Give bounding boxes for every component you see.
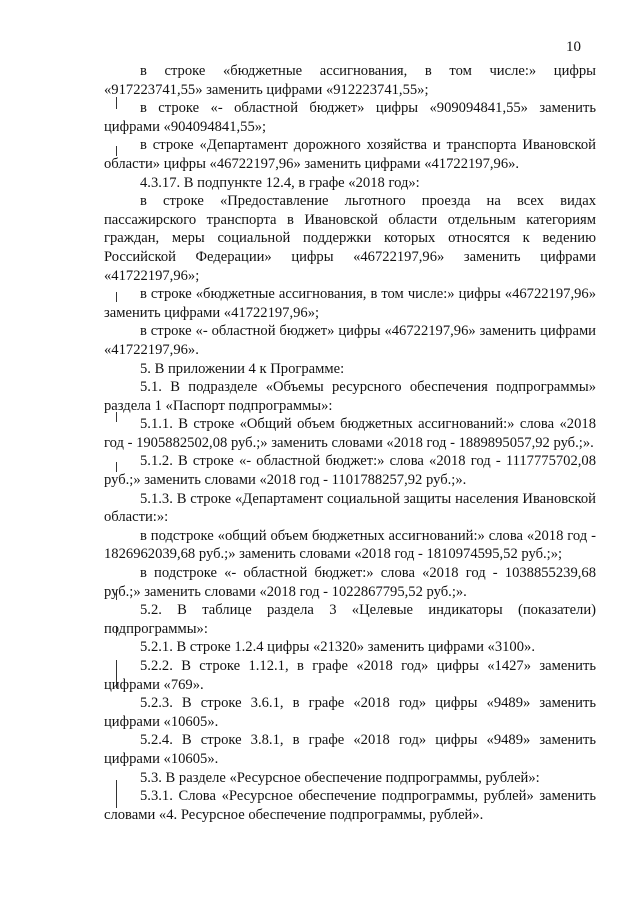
paragraph: 5.2.1. В строке 1.2.4 цифры «21320» заменить цифрами «3100». <box>140 639 535 656</box>
paragraph: в строке «бюджетные ассигнования, в том числе:» цифры «46722197,96» заменить цифрами «41722197,96»; <box>104 286 596 321</box>
paragraph: в строке «Предоставление льготного проезда на всех видах пассажирского транспорта в Ивановской области отдельным категориям граждан, меры социальной поддержки которых относятся к ведению Российской Федерации» цифры «46722197,96» заменить цифрами «41722197,96»; <box>104 193 596 284</box>
paragraph: 5.2. В таблице раздела 3 «Целевые индикаторы (показатели) подпрограммы»: <box>104 602 596 637</box>
paragraph: 5. В приложении 4 к Программе: <box>140 360 345 377</box>
paragraph: в строке «- областной бюджет» цифры «909094841,55» заменить цифрами «904094841,55»; <box>104 100 596 135</box>
paragraph: 4.3.17. В подпункте 12.4, в графе «2018 год»: <box>140 174 420 191</box>
paragraph: 5.2.2. В строке 1.12.1, в графе «2018 год» цифры «1427» заменить цифрами «769». <box>104 658 596 693</box>
paragraph: 5.1. В подразделе «Объемы ресурсного обеспечения подпрограммы» раздела 1 «Паспорт подпрограммы»: <box>104 379 596 414</box>
paragraph: в строке «Департамент дорожного хозяйства и транспорта Ивановской области» цифры «46722197,96» заменить цифрами «41722197,96». <box>104 137 596 172</box>
paragraph: 5.3. В разделе «Ресурсное обеспечение подпрограммы, рублей»: <box>140 769 540 786</box>
paragraph: 5.3.1. Слова «Ресурсное обеспечение подпрограммы, рублей» заменить словами «4. Ресурсное обеспечение подпрограммы, рублей». <box>104 788 596 823</box>
paragraph: 5.1.1. В строке «Общий объем бюджетных ассигнований:» слова «2018 год - 1905882502,08 руб.;» заменить словами «2018 год - 1889895057,92 руб.;». <box>104 416 596 451</box>
paragraph: в подстроке «общий объем бюджетных ассигнований:» слова «2018 год - 1826962039,68 руб.;» заменить словами «2018 год - 1810974595,52 руб.;»; <box>104 527 596 563</box>
paragraph: 5.2.3. В строке 3.6.1, в графе «2018 год» цифры «9489» заменить цифрами «10605». <box>104 695 596 730</box>
paragraph: в строке «- областной бюджет» цифры «46722197,96» заменить цифрами «41722197,96». <box>104 323 596 358</box>
paragraph: 5.1.2. В строке «- областной бюджет:» слова «2018 год - 1117775702,08 руб.;» заменить словами «2018 год - 1101788257,92 руб.;». <box>104 453 596 489</box>
page-number: 10 <box>566 39 581 55</box>
paragraph: в подстроке «- областной бюджет:» слова «2018 год - 1038855239,68 руб.;» заменить словами «2018 год - 1022867795,52 руб.;». <box>104 565 596 600</box>
paragraph: в строке «бюджетные ассигнования, в том числе:» цифры «917223741,55» заменить цифрами «912223741,55»; <box>104 63 596 98</box>
document-body <box>104 62 596 824</box>
paragraph: 5.1.3. В строке «Департамент социальной защиты населения Ивановской области:»: <box>104 490 596 526</box>
paragraph: 5.2.4. В строке 3.8.1, в графе «2018 год» цифры «9489» заменить цифрами «10605». <box>104 732 596 767</box>
